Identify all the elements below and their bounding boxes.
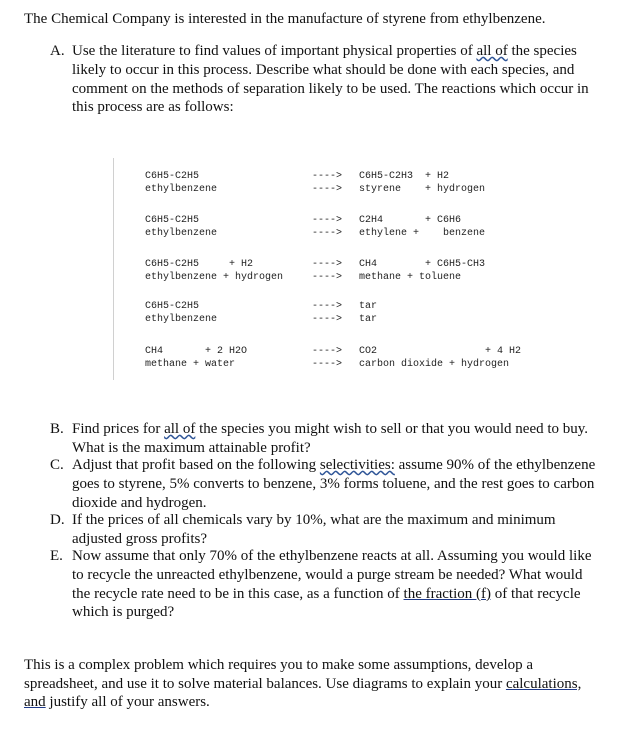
reaction-name-left: methane + water [145, 359, 236, 370]
reaction-formula-left: C6H5-C2H5 [145, 215, 200, 226]
spelling-squiggle: all of [164, 421, 196, 437]
part-a [50, 42, 602, 117]
reaction-name-left: ethylbenzene + hydrogen [145, 272, 284, 283]
reaction-name-right: carbon dioxide + hydrogen [359, 359, 510, 370]
part-b [50, 420, 602, 458]
part-d-text: If the prices of all chemicals vary by 10%, what are the maximum and minimum adjusted gross profits? [72, 512, 556, 547]
underlined-text: the fraction (f) [403, 585, 491, 602]
part-e [50, 547, 602, 622]
reaction-row [145, 300, 545, 328]
closing-paragraph: This is a complex problem which requires you to make some assumptions, develop a spreadsheet, and use it to solve material balances. Use diagrams to explain your calculations, and justify all of your answers. [24, 657, 582, 710]
reaction-formula-right: CO2 + 4 H2 [359, 346, 522, 357]
intro-paragraph: The Chemical Company is interested in the manufacture of styrene from ethylbenzene. [24, 11, 546, 27]
reaction-name-left: ethylbenzene [145, 228, 218, 239]
underlined-text: calculations, and [24, 675, 582, 710]
reaction-formula-left: C6H5-C2H5 [145, 171, 200, 182]
part-c-text: Adjust that profit based on the following selectivities: assume 90% of the ethylbenzene goes to styrene, 5% converts to benzene, 3% forms toluene, and the rest goes to carbon dioxide and hydrogen. [72, 457, 596, 511]
reaction-name-left: ethylbenzene [145, 184, 218, 195]
reaction-formula-right: C6H5-C2H3 + H2 [359, 171, 450, 182]
reaction-name-right: styrene + hydrogen [359, 184, 486, 195]
reaction-row [145, 170, 545, 198]
reaction-formula-left: C6H5-C2H5 [145, 301, 200, 312]
spelling-squiggle: selectivities: [319, 457, 395, 473]
reaction-arrow: ----> [312, 301, 343, 312]
reaction-formula-right: CH4 + C6H5-CH3 [359, 259, 486, 270]
reaction-arrow: ----> [312, 215, 343, 226]
reaction-formula-right: tar [359, 301, 378, 312]
part-c [50, 456, 602, 512]
reaction-name-right: ethylene + benzene [359, 228, 486, 239]
reaction-arrow: ----> [312, 346, 343, 357]
part-d [50, 511, 602, 549]
part-c-label: C. [50, 457, 64, 473]
reaction-formula-left: C6H5-C2H5 + H2 [145, 259, 254, 270]
reaction-arrow: ----> [312, 272, 343, 283]
reaction-name-right: tar [359, 314, 378, 325]
reaction-arrow: ----> [312, 184, 343, 195]
part-b-label: B. [50, 421, 64, 437]
part-b-text: Find prices for all of the species you might wish to sell or that you would need to buy. What is the maximum attainable profit? [72, 421, 589, 456]
reaction-arrow: ----> [312, 359, 343, 370]
reaction-arrow: ----> [312, 228, 343, 239]
reaction-arrow: ----> [312, 314, 343, 325]
reaction-name-left: ethylbenzene [145, 314, 218, 325]
reaction-name-right: methane + toluene [359, 272, 462, 283]
part-a-text: Use the literature to find values of important physical properties of all of the species likely to occur in this process. Describe what should be done with each species, and comment on the methods of separation likely to be used. The reactions which occur in this process are as follows: [72, 43, 589, 116]
part-a-label: A. [50, 43, 65, 59]
reaction-arrow: ----> [312, 259, 343, 270]
part-d-label: D. [50, 512, 65, 528]
reaction-row [145, 258, 545, 286]
reaction-arrow: ----> [312, 171, 343, 182]
reaction-row [145, 214, 545, 242]
reaction-row [145, 345, 545, 373]
spelling-squiggle: all of [476, 43, 508, 59]
part-e-label: E. [50, 548, 63, 564]
reaction-formula-right: C2H4 + C6H6 [359, 215, 462, 226]
part-e-text: Now assume that only 70% of the ethylbenzene reacts at all. Assuming you would like to recycle the unreacted ethylbenzene, would a purge stream be needed? What would the recycle rate need to be in this case, as a function of the fraction (f) of that recycle which is purged? [72, 548, 592, 621]
reaction-formula-left: CH4 + 2 H2O [145, 346, 248, 357]
